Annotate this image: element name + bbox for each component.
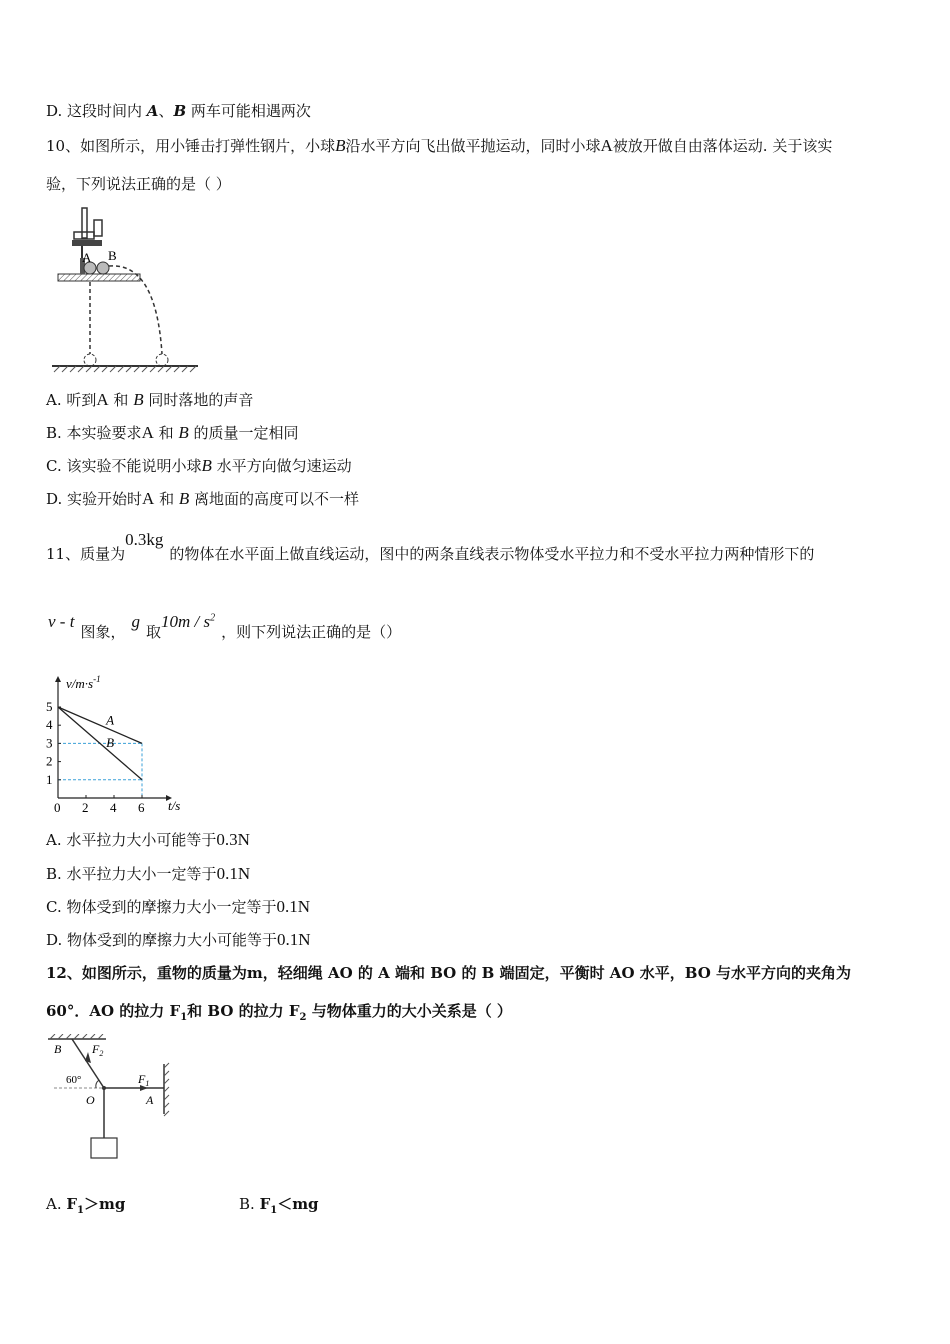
q9-option-d [46,101,311,121]
q10-figure [46,202,206,382]
q12-option-b [239,1194,319,1221]
option-text: 和 [153,424,179,442]
q11-stem-part: 11、质量为 [46,545,126,563]
option-value: 0.1N [276,897,311,916]
var-b: B [133,390,144,409]
force-symbol: F [66,1195,78,1213]
option-text: 的质量一定相同 [188,424,299,442]
q11-option-b [46,864,250,884]
var-a: A [142,489,155,508]
series-label-B: B [106,735,115,751]
q11-stem-part: 取 [145,622,161,641]
option-text: 和 [154,490,179,508]
option-text: C. 物体受到的摩擦力大小一定等于 [46,898,277,916]
q12-figure [44,1034,184,1164]
option-text: D. 实验开始时 [46,490,143,508]
subscript: 1 [180,1012,188,1023]
y-tick-label: 5 [46,699,53,714]
q11-stem-line1 [46,530,815,564]
q10-stem-part: 沿水平方向飞出做平抛运动，同时小球 [345,137,601,155]
separator: 、 [158,102,174,120]
option-text: C. 该实验不能说明小球 [46,457,202,475]
series-label-A: A [106,712,115,728]
option-value: 0.1N [277,930,311,949]
q12-stem-line2 [46,1001,512,1028]
x-axis-label: t/s [168,798,181,813]
q10-option-b [46,423,299,443]
option-label: B. [239,1195,260,1213]
option-text: B. 水平拉力大小一定等于 [46,865,217,883]
q10-stem-part: 被放开做自由落体运动. 关于该实 [612,137,833,155]
platform [58,274,140,281]
subscript: 1 [77,1205,84,1216]
label-f1: $F_1$ [138,1072,150,1088]
g-exponent: 2 [210,612,216,623]
force-symbol: F [259,1195,271,1213]
q10-stem-line1 [46,136,832,156]
q11-option-c [46,897,310,917]
y-tick-label: 1 [46,771,53,787]
option-text: D. 物体受到的摩擦力大小可能等于 [46,931,278,949]
q11-option-a [46,830,250,850]
option-text: A. 水平拉力大小可能等于 [46,831,217,849]
q12-option-a [46,1194,125,1221]
y-tick-label: 4 [46,717,53,733]
option-text: 和 [108,391,134,409]
q12-stem-part: ，轻细绳 AO 的 A 端和 BO 的 B 端固定，平衡时 AO 水平，BO 与水平方向的夹角为 [262,964,851,982]
q9-option-d-rest: 两车可能相遇两次 [186,102,311,120]
y-tick-label: 3 [46,735,53,751]
q12-stem-part: ．AO 的拉力 F [74,1002,181,1020]
q10-option-d [46,489,359,509]
q12-stem-part: 60° [46,1002,75,1020]
mass-text: 0.3kg [125,530,164,549]
q10-stem-part: 10、如图所示，用小锤击打弹性钢片，小球 [46,137,336,155]
q9-option-d-prefix: D. 这段时间内 [46,102,147,120]
relation: ＞mg [84,1195,126,1213]
q10-option-a [46,390,253,410]
option-text: 离地面的高度可以不一样 [189,490,360,508]
subscript: 1 [270,1205,278,1216]
vt-symbol: v - t [48,611,75,631]
mass-symbol: m [246,964,263,982]
var-a: A [96,390,109,409]
label-a: A [82,250,92,265]
q11-stem-part: 图象， [80,622,126,641]
x-tick-label: 0 [54,800,61,815]
q10-stem-line2: 验，下列说法正确的是（ ） [46,175,231,193]
var-b: B [178,489,190,508]
knot-o [102,1086,106,1090]
y-tick-label: 2 [46,753,53,769]
mass-value [125,530,163,549]
label-f2: $F_2$ [92,1042,104,1058]
q12-stem-line1 [46,963,851,983]
hammer-handle [82,208,87,238]
q10-option-c [46,456,352,476]
option-value: 0.1N [216,864,251,883]
series-line-A [58,707,142,743]
var-b: B [201,456,212,475]
label-b: B [108,248,117,263]
chart-reference-lines [58,743,142,798]
label-a: A [146,1093,154,1107]
option-text: 水平方向做匀速运动 [211,457,352,475]
label-o: O [86,1093,95,1107]
g-symbol: g [131,611,140,631]
ball-a-landing [84,354,96,366]
var-a: A [146,102,159,120]
q12-stem-part: 12、如图所示，重物的质量为 [46,964,247,982]
var-b: B [178,423,189,442]
q11-stem-line2 [46,611,402,642]
q12-stem-part: 和 BO 的拉力 F [187,1002,300,1020]
q12-stem-part: 与物体重力的大小关系是（ ） [306,1002,512,1020]
var-b: B [335,136,346,155]
weight-box [91,1138,117,1158]
option-text: A. 听到 [46,391,97,409]
ball-b [97,262,109,274]
option-label: A. [46,1195,67,1213]
y-axis-arrow [55,676,61,682]
label-angle: 60° [66,1074,82,1086]
subscript: 2 [299,1012,307,1023]
var-b: B [173,102,187,120]
q11-stem-part: 的物体在水平面上做直线运动，图中的两条直线表示物体受水平拉力和不受水平拉力两种情形下的 [169,545,815,563]
x-tick-label: 6 [138,800,145,815]
q11-stem-part: ，则下列说法正确的是（） [221,622,402,641]
hammer-block [94,220,102,236]
q11-option-d [46,930,311,950]
option-value: 0.3N [216,830,250,849]
g-value-text: 10m / s [160,611,211,631]
vt-chart [44,670,194,820]
x-tick-label: 4 [110,800,117,815]
clamp [72,240,102,246]
y-axis-label: $v/m\cdot s^{-1}$ [66,674,101,691]
angle-arc [96,1080,99,1088]
x-tick-label: 2 [82,800,89,815]
ball-b-landing [156,354,168,366]
var-a: A [600,136,613,155]
relation: ＜mg [277,1195,319,1213]
g-value [161,612,215,631]
option-text: B. 本实验要求 [46,424,142,442]
option-text: 同时落地的声音 [143,391,254,409]
label-b: B [54,1042,62,1056]
var-a: A [141,423,154,442]
